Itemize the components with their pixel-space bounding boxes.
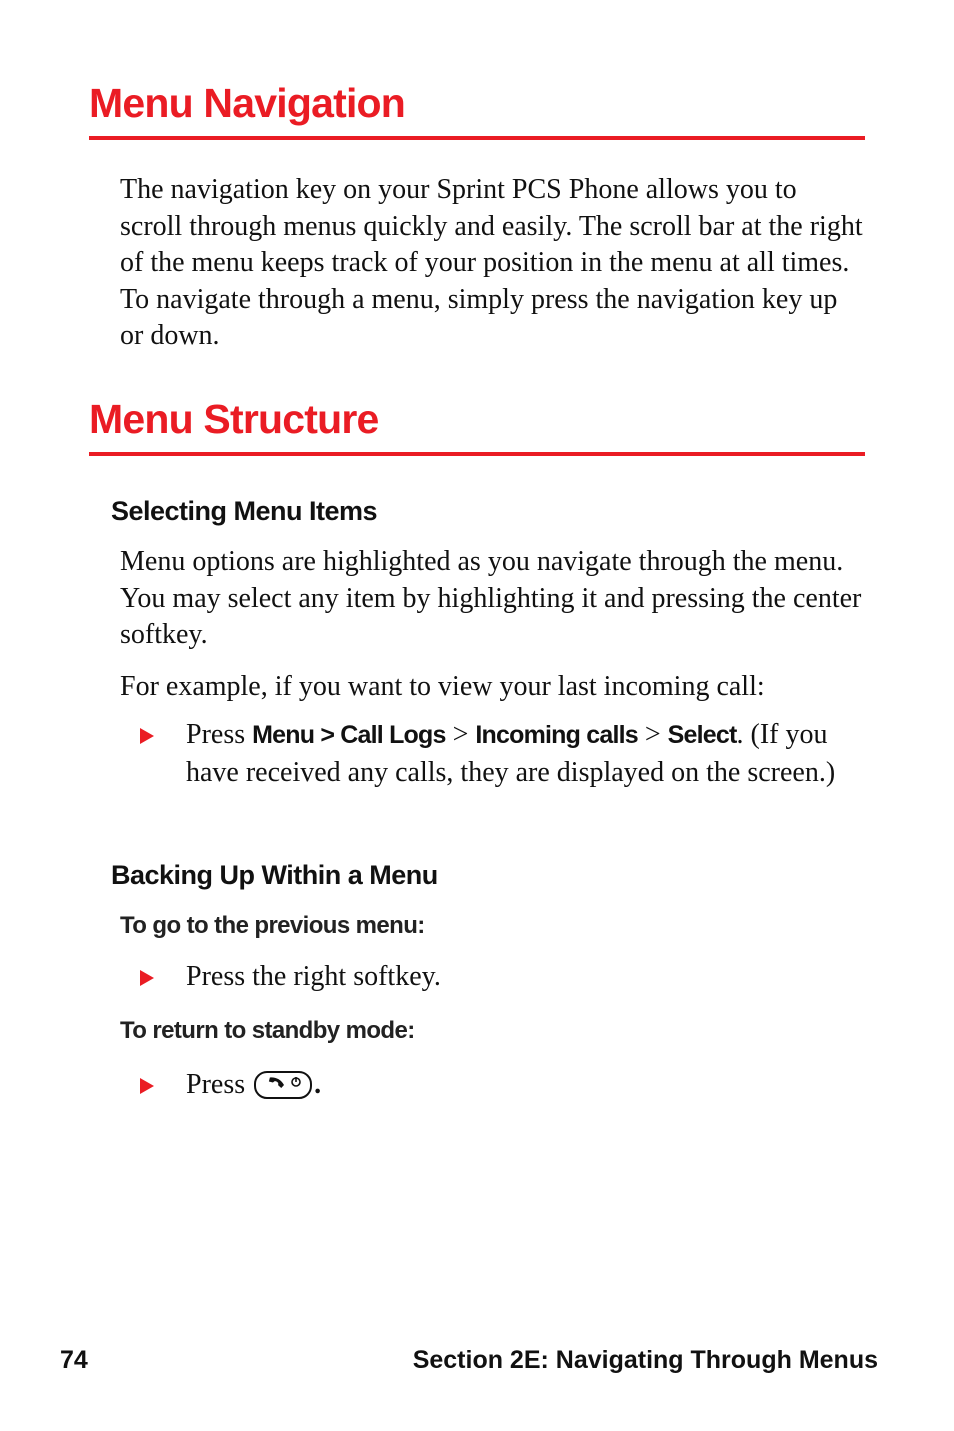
call-logs-bullet-text (186, 716, 865, 792)
page-number: 74 (60, 1346, 88, 1374)
press-word: Press (186, 1069, 246, 1100)
backing-up-heading: Backing Up Within a Menu (111, 860, 438, 890)
previous-menu-label: To go to the previous menu: (120, 912, 425, 939)
call-logs-bullet (140, 716, 865, 792)
incoming-calls-key: Incoming calls (475, 721, 638, 749)
example-paragraph: For example, if you want to view your last incoming call: (120, 671, 765, 702)
menu-call-logs-key: Menu > Call Logs (252, 721, 446, 749)
selecting-paragraph: Menu options are highlighted as you navigate through the menu. You may select any item by highlighting it and pressing the center softkey. (120, 546, 862, 650)
bullet-arrow-icon (140, 728, 154, 744)
standby-bullet (140, 1066, 865, 1104)
end-power-key-icon (254, 1071, 312, 1099)
separator: > (452, 719, 469, 750)
bullet-arrow-icon (140, 1078, 154, 1094)
footer-section-title: Section 2E: Navigating Through Menus (412, 1346, 878, 1374)
previous-menu-bullet (140, 958, 865, 996)
menu-structure-heading: Menu Structure (89, 394, 865, 456)
previous-menu-bullet-text: Press the right softkey. (186, 961, 441, 992)
bullet-arrow-icon (140, 970, 154, 986)
standby-end-period: . (314, 1069, 322, 1100)
standby-bullet-text (186, 1066, 865, 1104)
menu-navigation-paragraph: The navigation key on your Sprint PCS Phone allows you to scroll through menus quickly and easily. The scroll bar at the right of the menu keeps track of your position in the menu at all times. To navigate through a menu, simply press the navigation key up or down. (120, 174, 863, 351)
standby-mode-label: To return to standby mode: (120, 1017, 415, 1044)
selecting-menu-items-heading: Selecting Menu Items (111, 496, 378, 526)
menu-navigation-heading: Menu Navigation (89, 78, 865, 140)
press-word: Press (186, 719, 246, 750)
select-key: Select (667, 721, 737, 749)
bullet-rest-text: . (If you have received any calls, they are displayed on the screen.) (186, 719, 836, 788)
separator: > (644, 719, 661, 750)
